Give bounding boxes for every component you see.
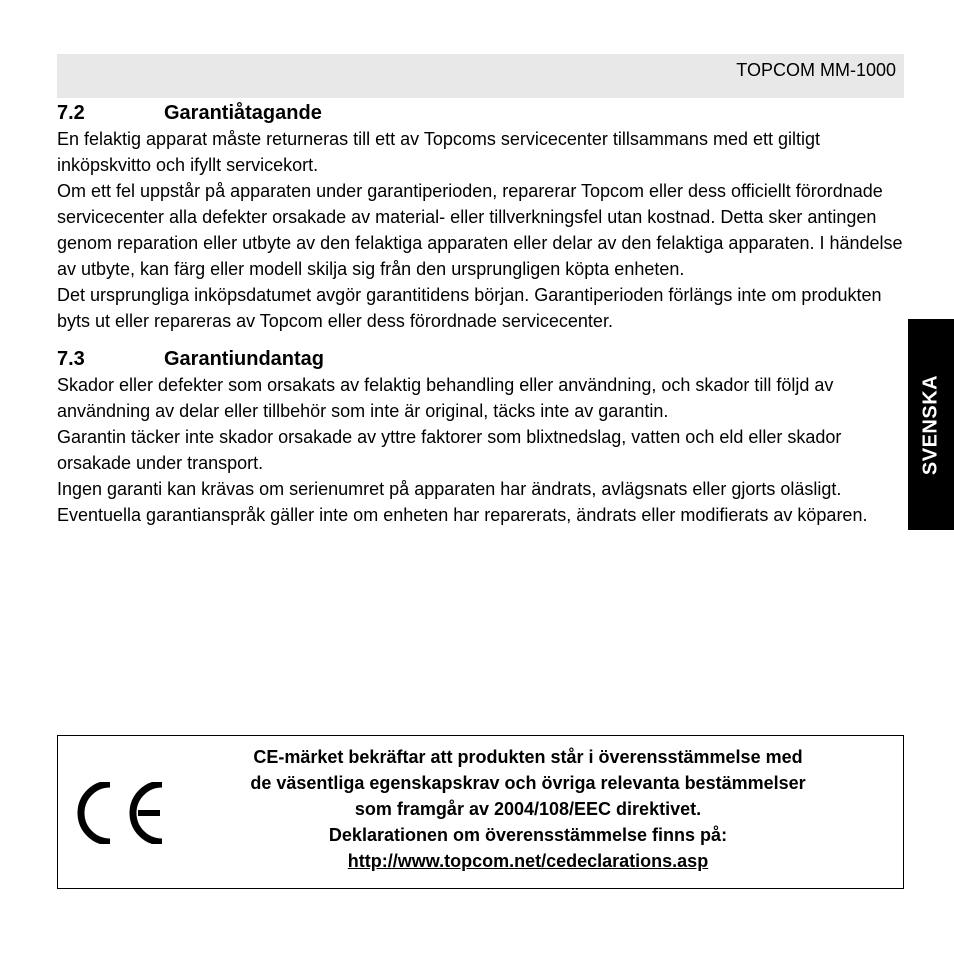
section-body — [57, 372, 905, 528]
section-title: Garantiundantag — [164, 348, 325, 370]
paragraph: En felaktig apparat måste returneras till ett av Topcoms servicecenter tillsammans med ett giltigt inköpskvitto och ifyllt servicekort. — [57, 129, 820, 175]
section-warranty-exclusions — [57, 346, 905, 528]
ce-line: CE-märket bekräftar att produkten står i överensstämmelse med — [253, 747, 803, 767]
section-number: 7.2 — [57, 102, 85, 124]
section-warranty-commitment — [57, 100, 905, 334]
language-tab — [908, 319, 954, 530]
paragraph: Ingen garanti kan krävas om serienumret på apparaten har ändrats, avlägsnats eller gjorts oläsligt. — [57, 479, 842, 499]
ce-mark-icon — [72, 782, 164, 844]
ce-line: som framgår av 2004/108/EEC direktivet. — [354, 799, 702, 819]
paragraph: Skador eller defekter som orsakats av felaktig behandling eller användning, och skador till följd av användning av delar eller tillbehör som inte är original, täcks inte av garantin. — [57, 375, 834, 421]
ce-notice-text — [178, 744, 878, 874]
paragraph: Det ursprungliga inköpsdatumet avgör garantitidens början. Garantiperioden förlängs inte om produkten byts ut eller repareras av Topcom eller dess förordnade servicecenter. — [57, 285, 882, 331]
page-header — [57, 54, 904, 98]
ce-notice-box — [57, 735, 904, 889]
paragraph: Om ett fel uppstår på apparaten under garantiperioden, reparerar Topcom eller dess officiellt förordnade servicecenter alla defekter orsakade av material- eller tillverkningsfel utan kostnad. Detta sker antingen genom reparation eller utbyte av den felaktiga apparaten eller delar av den felaktiga apparaten. I händelse av utbyte, kan färg eller modell skilja sig från den ursprungligen köpta enheten. — [57, 181, 903, 279]
ce-line: de väsentliga egenskapskrav och övriga relevanta bestämmelser — [250, 773, 806, 793]
product-title: TOPCOM MM-1000 — [736, 60, 896, 80]
section-title: Garantiåtagande — [164, 102, 322, 124]
paragraph: Eventuella garantianspråk gäller inte om enheten har reparerats, ändrats eller modifierats av köparen. — [57, 505, 868, 525]
section-heading — [57, 100, 905, 126]
page-content — [57, 100, 905, 528]
section-body — [57, 126, 905, 334]
ce-declarations-link[interactable]: http://www.topcom.net/cedeclarations.asp — [347, 851, 709, 871]
language-label: SVENSKA — [919, 374, 942, 475]
ce-line: Deklarationen om överensstämmelse finns på: — [328, 825, 728, 845]
paragraph: Garantin täcker inte skador orsakade av yttre faktorer som blixtnedslag, vatten och eld eller skador orsakade under transport. — [57, 427, 842, 473]
section-number: 7.3 — [57, 348, 85, 370]
section-heading — [57, 346, 905, 372]
